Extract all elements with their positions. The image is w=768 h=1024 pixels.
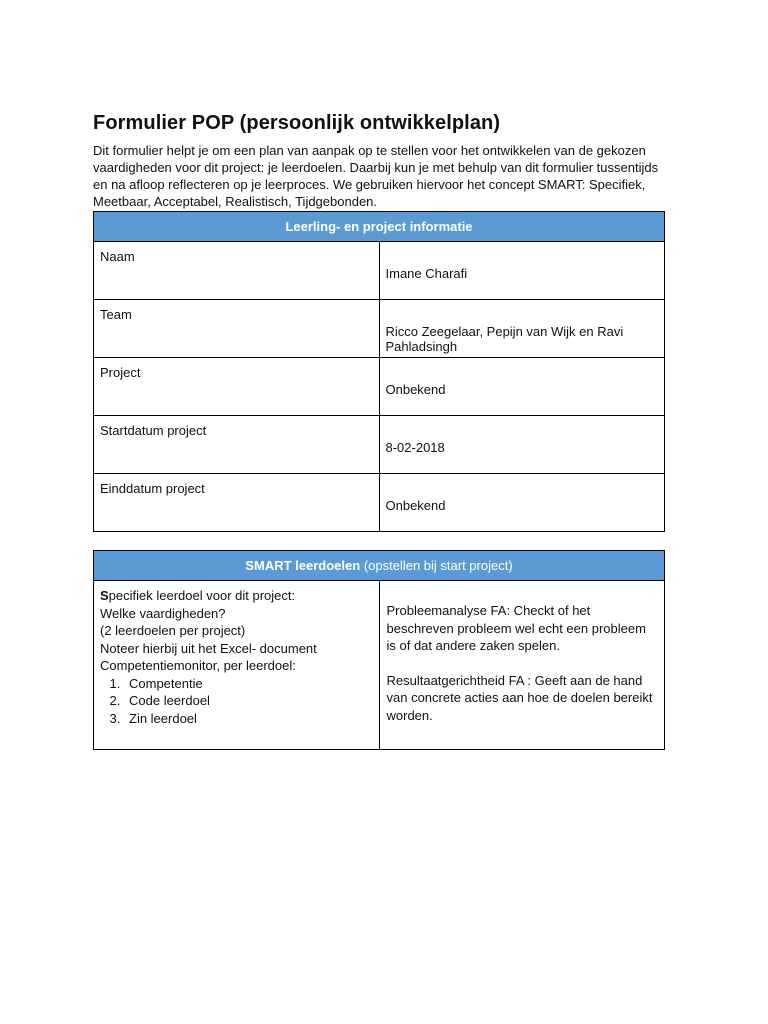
document-title: Formulier POP (persoonlijk ontwikkelplan) bbox=[93, 112, 501, 134]
table-row bbox=[94, 242, 665, 300]
info-label-team: Team bbox=[94, 300, 380, 358]
document-page bbox=[93, 110, 665, 750]
smart-goals-cell bbox=[379, 581, 665, 750]
info-value-project: Onbekend bbox=[379, 358, 665, 416]
info-value-startdatum: 8-02-2018 bbox=[379, 416, 665, 474]
info-table bbox=[93, 211, 665, 532]
table-row bbox=[94, 358, 665, 416]
smart-table bbox=[93, 550, 665, 750]
info-value-naam: Imane Charafi bbox=[379, 242, 665, 300]
smart-first-letter: S bbox=[100, 588, 109, 603]
list-item: 3. Zin leerdoel bbox=[124, 710, 375, 728]
intro-paragraph: Dit formulier helpt je om een plan van aanpak op te stellen voor het ontwikkelen van de gekozen vaardigheden voor dit project: je leerdoelen. Daarbij kun je met behulp van dit formulier tussentijds en na afloop reflecteren op je leerproces. We gebruiken hiervoor het concept SMART: Specifiek, Meetbaar, Acceptabel, Realistisch, Tijdgebonden. bbox=[93, 143, 659, 209]
smart-instruction-line3: (2 leerdoelen per project) bbox=[100, 623, 246, 638]
info-value-einddatum: Onbekend bbox=[379, 474, 665, 532]
info-value-team: Ricco Zeegelaar, Pepijn van Wijk en Ravi Pahladsingh bbox=[379, 300, 665, 358]
smart-table-header-row bbox=[94, 551, 665, 581]
info-table-header bbox=[94, 212, 665, 242]
smart-table-header bbox=[94, 551, 665, 581]
info-table-header-text: Leerling- en project informatie bbox=[285, 219, 473, 234]
table-row bbox=[94, 474, 665, 532]
smart-goal-1: Probleemanalyse FA: Checkt of het beschreven probleem wel echt een probleem is of dat andere zaken spelen. bbox=[386, 603, 646, 653]
smart-instruction-list bbox=[100, 675, 375, 728]
list-item: 2. Code leerdoel bbox=[124, 692, 375, 710]
smart-content-row bbox=[94, 581, 665, 750]
info-label-startdatum: Startdatum project bbox=[94, 416, 380, 474]
smart-header-bold: SMART leerdoelen bbox=[245, 558, 361, 573]
smart-instruction-line1 bbox=[100, 587, 375, 605]
smart-line1-text: pecifiek leerdoel voor dit project: bbox=[108, 588, 296, 603]
smart-instruction-line2: Welke vaardigheden? bbox=[100, 605, 226, 621]
list-item: 1. Competentie bbox=[124, 675, 375, 693]
table-row bbox=[94, 300, 665, 358]
smart-instructions-cell bbox=[94, 581, 380, 750]
info-label-einddatum: Einddatum project bbox=[94, 474, 380, 532]
info-label-naam: Naam bbox=[94, 242, 380, 300]
table-row bbox=[94, 416, 665, 474]
smart-header-rest: (opstellen bij start project) bbox=[360, 558, 513, 573]
info-label-project: Project bbox=[94, 358, 380, 416]
smart-goal-2: Resultaatgerichtheid FA : Geeft aan de hand van concrete acties aan hoe de doelen bereikt worden. bbox=[386, 672, 653, 723]
info-table-header-row bbox=[94, 212, 665, 242]
smart-instruction-line4: Noteer hierbij uit het Excel- document Competentiemonitor, per leerdoel: bbox=[100, 640, 317, 673]
